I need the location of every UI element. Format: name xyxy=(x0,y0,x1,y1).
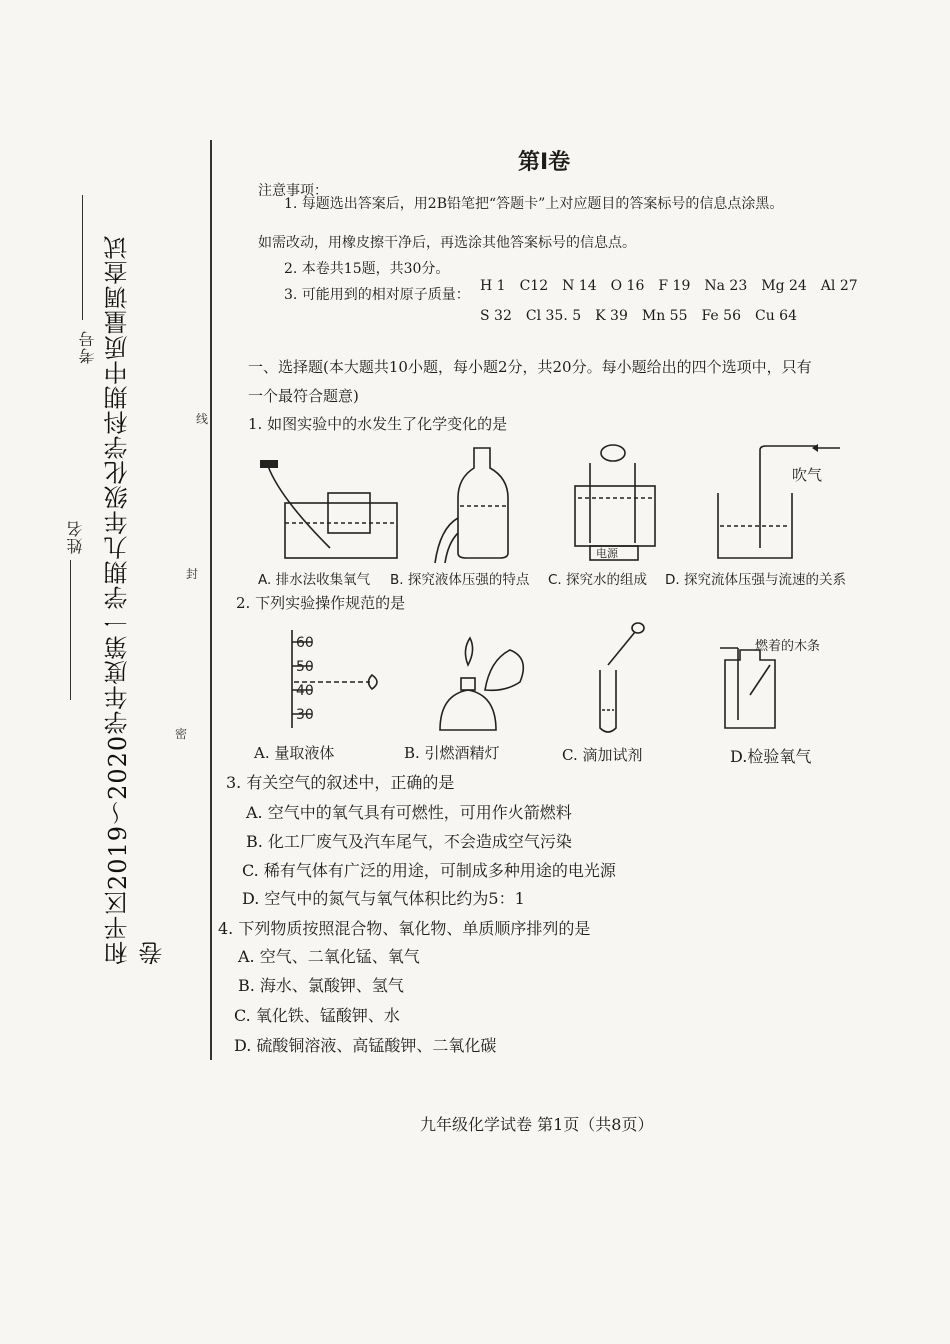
q1-power-label: 电源 xyxy=(596,547,618,560)
q2-fig-b-lamps xyxy=(440,638,523,730)
q2-wood-label: 燃着的木条 xyxy=(755,639,821,654)
mass: Na 23 xyxy=(704,278,748,294)
q2-tick: 60 xyxy=(296,635,314,651)
notice-1b: 如需改动，用橡皮擦干净后，再选涂其他答案标号的信息点。 xyxy=(258,235,636,251)
q4-stem: 4. 下列物质按照混合物、氧化物、单质顺序排列的是 xyxy=(218,919,591,938)
mass: Cu 64 xyxy=(754,308,797,324)
q2-option-d: D.检验氧气 xyxy=(730,747,812,766)
notice-3-label: 3. 可能用到的相对原子质量： xyxy=(284,287,470,303)
section-title: 第Ⅰ卷 xyxy=(518,150,571,175)
masses-row-2 xyxy=(480,308,811,324)
q4-option-a: A. 空气、二氧化锰、氧气 xyxy=(238,947,420,966)
q1-option-d: D. 探究流体压强与流速的关系 xyxy=(665,572,846,588)
notice-1a: 1. 每题选出答案后，用2B铅笔把“答题卡”上对应题目的答案标号的信息点涂黑。 xyxy=(284,196,784,212)
mass: N 14 xyxy=(562,278,597,294)
mass: Mn 55 xyxy=(641,308,688,324)
q1-blow-label: 吹气 xyxy=(792,466,823,484)
mass: Al 27 xyxy=(820,278,858,294)
q3-option-b: B. 化工厂废气及汽车尾气，不会造成空气污染 xyxy=(246,832,572,851)
q4-option-b: B. 海水、氯酸钾、氢气 xyxy=(238,976,404,995)
q1-figures xyxy=(240,438,890,568)
exam-no-underline xyxy=(82,195,83,320)
exam-title-vertical: 和平区2019～2020学年度第一学期九年级化学科期中质量调查试卷 xyxy=(104,234,167,965)
mass: K 39 xyxy=(595,308,628,324)
page-footer: 九年级化学试卷 第1页（共8页） xyxy=(420,1115,654,1134)
q1-fig-b-bottle xyxy=(435,448,508,563)
cut-line xyxy=(210,140,212,1060)
mass: Cl 35. 5 xyxy=(525,308,582,324)
name-label: 姓名 xyxy=(66,520,85,554)
q2-stem: 2. 下列实验操作规范的是 xyxy=(236,594,406,612)
q1-fig-c-electrolysis xyxy=(575,445,655,560)
q3-option-a: A. 空气中的氧气具有可燃性，可用作火箭燃料 xyxy=(246,803,572,822)
mass: Mg 24 xyxy=(761,278,807,294)
exam-no-label: 考号 xyxy=(78,330,97,364)
q3-option-d: D. 空气中的氮气与氧气体积比约为5：1 xyxy=(242,889,525,908)
notice-title: 注意事项： xyxy=(258,183,328,199)
q1-fig-a-trough xyxy=(260,460,397,558)
q2-option-c: C. 滴加试剂 xyxy=(562,746,643,764)
cut-mark-mi: 密 xyxy=(175,727,188,741)
q2-fig-c-dropper xyxy=(600,623,644,732)
section1-heading-b: 一个最符合题意) xyxy=(248,387,359,405)
q2-fig-d-bottle xyxy=(720,648,775,728)
q2-tick: 40 xyxy=(296,683,314,699)
q2-tick: 30 xyxy=(296,707,314,723)
q1-fig-d-beaker xyxy=(718,444,840,558)
section1-heading-a: 一、选择题(本大题共10小题，每小题2分，共20分。每小题给出的四个选项中，只有 xyxy=(248,358,812,376)
q2-option-a: A. 量取液体 xyxy=(254,744,335,762)
mass: F 19 xyxy=(658,278,691,294)
q1-option-a: A. 排水法收集氧气 xyxy=(258,572,371,588)
cut-mark-feng: 封 xyxy=(186,567,199,581)
q3-option-c: C. 稀有气体有广泛的用途，可制成多种用途的电光源 xyxy=(242,861,616,880)
q3-stem: 3. 有关空气的叙述中，正确的是 xyxy=(226,773,455,792)
q2-option-b: B. 引燃酒精灯 xyxy=(404,744,500,762)
mass: C12 xyxy=(519,278,549,294)
cut-mark-xian: 线 xyxy=(196,412,209,426)
notice-2: 2. 本卷共15题，共30分。 xyxy=(284,261,450,277)
mass: O 16 xyxy=(610,278,645,294)
mass: H 1 xyxy=(480,278,506,294)
mass: Fe 56 xyxy=(701,308,741,324)
q2-figures xyxy=(240,620,880,740)
q4-option-d: D. 硫酸铜溶液、高锰酸钾、二氧化碳 xyxy=(234,1036,497,1055)
masses-row-1 xyxy=(480,278,872,294)
q2-tick: 50 xyxy=(296,659,314,675)
q1-stem: 1. 如图实验中的水发生了化学变化的是 xyxy=(248,415,508,433)
q4-option-c: C. 氧化铁、锰酸钾、水 xyxy=(234,1006,400,1025)
name-underline xyxy=(70,560,71,700)
q1-option-c: C. 探究水的组成 xyxy=(548,572,648,588)
mass: S 32 xyxy=(480,308,512,324)
q1-option-b: B. 探究液体压强的特点 xyxy=(390,572,530,588)
